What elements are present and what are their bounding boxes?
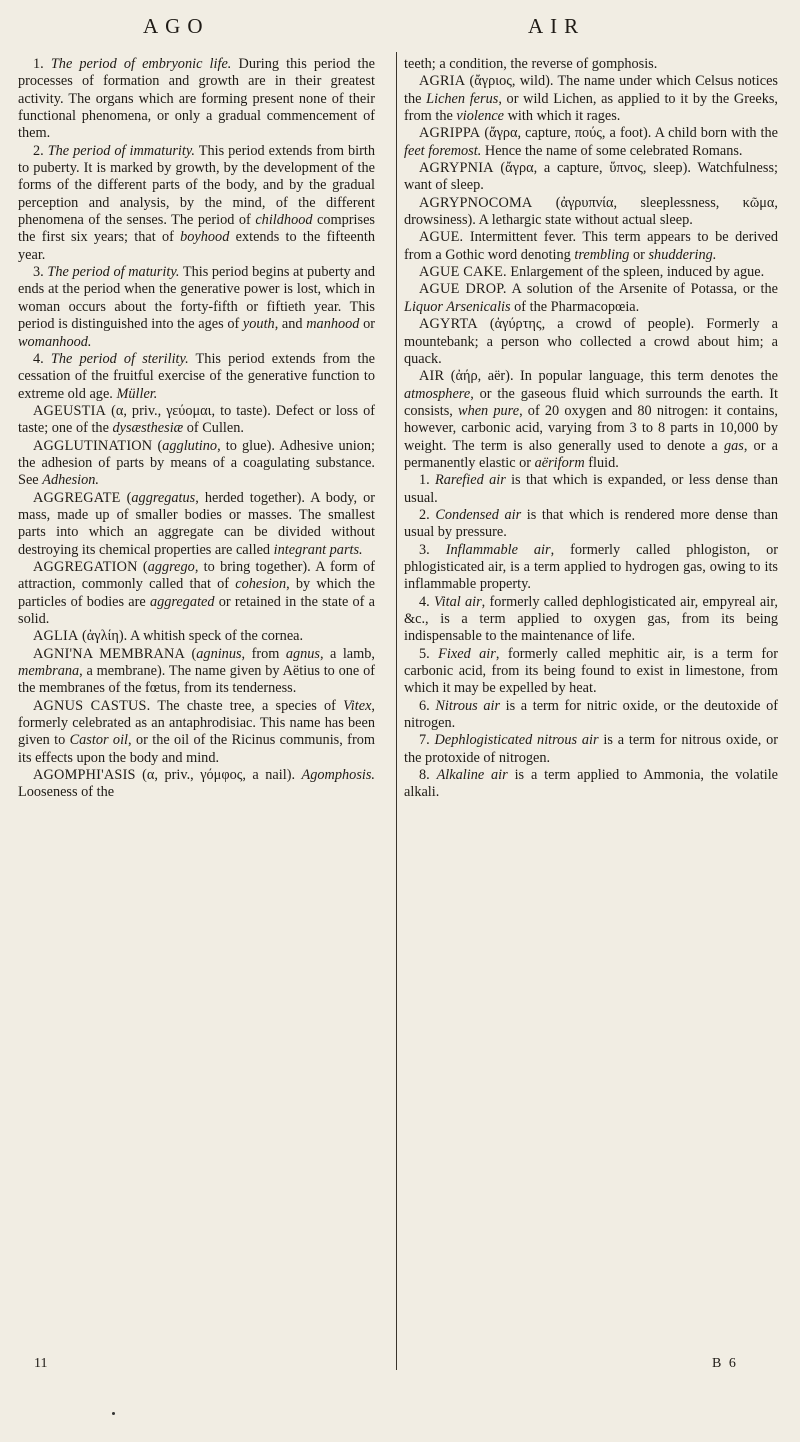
dictionary-entry <box>404 698 778 733</box>
entry-text: (ἄγρα, capture, πούς, a foot). A child born with the <box>480 125 778 142</box>
entry-text: , of 20 oxygen and 80 nitrogen: it contains, however, carbonic acid, varying from 3 to 8 parts in 10,000 by weight. The term is also generally used to denote a <box>404 402 778 454</box>
entry-text: , formerly called phlogiston, or phlogisticated air, is a term applied to hydrogen gas, owing to its inflammable property. <box>404 541 779 593</box>
italic-text: dysæsthesiæ <box>112 420 184 437</box>
italic-text: gas <box>723 437 744 454</box>
page-number: 11 <box>34 1356 48 1371</box>
italic-text: when pure <box>458 402 520 419</box>
dictionary-entry <box>18 143 375 264</box>
italic-text: membrana <box>18 663 80 680</box>
dictionary-entry <box>404 125 778 160</box>
entry-text: , and <box>274 316 307 333</box>
entry-text: Looseness of the <box>18 784 115 801</box>
italic-text: Rarefied air <box>435 472 506 489</box>
entry-text: , or wild Lichen, as applied to it by the Greeks, from the <box>404 90 778 125</box>
entry-text: ( <box>185 645 197 662</box>
italic-text: youth <box>242 316 275 333</box>
entry-text: extends to the fifteenth year. <box>18 229 375 263</box>
italic-text: atmosphere <box>404 385 471 402</box>
dictionary-entry <box>18 490 375 559</box>
entry-text: 5. <box>419 645 439 662</box>
italic-text: The period of sterility. <box>50 350 189 367</box>
entry-text: 1. <box>33 56 51 72</box>
headword: AGYRTA <box>419 316 478 333</box>
headword: AGGLUTINATION <box>33 437 153 454</box>
dictionary-entry <box>18 559 375 628</box>
entry-text: is a term for nitric oxide, or the deutoxide of nitrogen. <box>404 697 779 732</box>
entry-text: (ἀγλίη). A whitish speck of the cornea. <box>78 628 304 645</box>
header-left-guideword: AGO <box>143 14 210 38</box>
entry-text: This period extends from birth to puberty. It is marked by growth, by the development of the forms of the different parts of the body, and by the gradual perception and analysis, by the mind, of the different phenomena of the senses. The period of <box>18 142 375 229</box>
italic-text: childhood <box>255 212 313 229</box>
italic-text: Condensed air <box>435 506 522 523</box>
headword: AGRIPPA <box>419 125 481 142</box>
dictionary-entry <box>18 403 375 438</box>
entry-text: 2. <box>33 142 48 159</box>
italic-text: The period of immaturity. <box>47 142 196 159</box>
left-column <box>18 56 375 802</box>
dictionary-entry <box>404 542 778 594</box>
entry-text: Hence the name of some celebrated Romans. <box>481 142 743 159</box>
entry-text: ( <box>120 489 132 506</box>
headword: AGLIA <box>33 628 79 645</box>
dictionary-entry <box>18 438 375 490</box>
entry-text: or <box>359 316 376 333</box>
italic-text: integrant parts. <box>273 541 363 558</box>
entry-text: , or the oil of the Ricinus communis, from its effects upon the body and mind. <box>18 732 375 766</box>
dictionary-entry <box>404 767 778 802</box>
dictionary-entry <box>404 316 778 368</box>
italic-text: Nitrous air <box>435 697 501 714</box>
dictionary-entry <box>18 351 375 403</box>
dictionary-entry <box>18 264 375 351</box>
entry-text: (ἀήρ, aër). In popular language, this term denotes the <box>444 368 778 385</box>
entry-text: The chaste tree, a species of <box>150 697 344 714</box>
entry-text: , formerly celebrated as an antaphrodisiac. This name has been given to <box>18 697 375 749</box>
italic-text: The period of maturity. <box>47 264 180 281</box>
dictionary-entry <box>404 472 778 507</box>
entry-text: of the Pharmacopœia. <box>510 298 640 315</box>
entry-text: , a lamb, <box>320 645 375 662</box>
headword: AGOMPHI'ASIS <box>33 767 136 784</box>
entry-text: , or the gaseous fluid which surrounds the earth. It consists, <box>404 385 778 419</box>
page-footer <box>0 1356 800 1376</box>
entry-text: 3. <box>33 264 48 281</box>
entry-text: is a term applied to Ammonia, the volatile alkali. <box>404 767 779 801</box>
headword: AGNI'NA MEMBRANA <box>33 645 186 662</box>
dictionary-entry <box>404 732 778 767</box>
dictionary-entry <box>404 264 778 281</box>
entry-text: , to bring together). A form of attraction, commonly called that of <box>18 558 375 593</box>
italic-text: Alkaline air <box>436 767 508 784</box>
entry-text: , to glue). Adhesive union; the adhesion of parts by means of a coagulating substance. See <box>18 437 375 489</box>
entry-text: 1. <box>419 472 436 489</box>
entry-text: (ἀγύρτης, a crowd of people). Formerly a mountebank; a person who collected a crowd about him; a quack. <box>404 316 778 367</box>
dictionary-entry <box>404 160 778 195</box>
italic-text: agnus <box>285 645 320 662</box>
italic-text: aggregatus <box>131 489 196 506</box>
italic-text: boyhood <box>180 229 230 246</box>
headword: AGEUSTIA <box>33 402 107 419</box>
headword: AGGREGATION <box>33 558 138 575</box>
dictionary-entry <box>404 507 778 542</box>
entry-text: (α, priv., γόμφος, a nail). <box>135 767 302 784</box>
entry-text: 2. <box>419 506 436 523</box>
right-column <box>404 56 778 802</box>
entry-text: (ἄγρα, a capture, ὕπνος, sleep). Watchfulness; want of sleep. <box>404 160 778 194</box>
entry-text: of Cullen. <box>183 420 244 437</box>
entry-text: (α, priv., γεύομαι, to taste). Defect or loss of taste; one of the <box>18 402 375 437</box>
headword: AGNUS CASTUS. <box>33 697 151 714</box>
entry-text: Intermittent fever. This term appears to be derived from a Gothic word denoting <box>404 229 778 263</box>
italic-text: agninus <box>196 645 242 662</box>
italic-text: manhood <box>306 316 360 333</box>
entry-text: is that which is rendered more dense than usual by pressure. <box>404 506 778 541</box>
italic-text: shuddering. <box>648 246 717 263</box>
dictionary-entry <box>404 56 778 73</box>
entry-text: or <box>629 246 649 263</box>
italic-text: violence <box>456 108 505 125</box>
dictionary-entry <box>404 73 778 125</box>
italic-text: Vital air <box>433 593 482 610</box>
italic-text: aëriform <box>534 454 585 471</box>
entry-text: A solution of the Arsenite of Potassa, or the <box>506 281 778 298</box>
italic-text: Agomphosis. <box>301 767 375 784</box>
italic-text: The period of embryonic life. <box>50 56 232 72</box>
dictionary-entry <box>18 767 375 802</box>
italic-text: Fixed air <box>438 645 496 662</box>
entry-text: is a term for nitrous oxide, or the protoxide of nitrogen. <box>404 732 779 766</box>
italic-text: womanhood. <box>18 333 92 350</box>
italic-text: Adhesion. <box>42 472 100 489</box>
entry-text: with which it rages. <box>504 108 621 125</box>
italic-text: Liquor Arsenicalis <box>404 298 511 315</box>
entry-text: 4. <box>419 593 434 610</box>
entry-text: This period extends from the cessation of the fruitful exercise of the generative function to extreme old age. <box>18 350 376 402</box>
entry-text: ( <box>152 437 163 454</box>
ink-speck <box>112 1412 115 1415</box>
entry-text: 3. <box>419 541 446 558</box>
italic-text: Müller. <box>116 385 158 402</box>
dictionary-entry <box>18 56 375 143</box>
entry-text: (ἀγρυπνία, sleeplessness, κῶμα, drowsiness). A lethargic state without actual sleep. <box>404 194 778 229</box>
italic-text: aggregated <box>149 593 215 610</box>
headword: AGRYPNIA <box>419 160 494 177</box>
italic-text: feet foremost. <box>404 142 482 159</box>
entry-text: 4. <box>33 350 51 367</box>
entry-text: , by which the particles of bodies are <box>18 576 376 610</box>
dictionary-entry <box>404 229 778 264</box>
dictionary-entry <box>18 646 375 698</box>
header-right-guideword: AIR <box>528 14 586 38</box>
headword: AGGREGATE <box>33 489 121 506</box>
dictionary-entry <box>18 628 375 645</box>
entry-text: , a membrane). The name given by Aëtius to one of the membranes of the fœtus, from its tenderness. <box>18 663 375 697</box>
headword: AGRYPNOCOMA <box>419 194 533 211</box>
headword: AGUE. <box>419 229 464 246</box>
entry-text: teeth; a condition, the reverse of gomphosis. <box>404 56 658 72</box>
entry-text: , or a permanently elastic or <box>404 437 778 471</box>
signature-mark: B 6 <box>712 1356 738 1371</box>
entry-text: is that which is expanded, or less dense than usual. <box>404 472 778 506</box>
entry-text: During this period the processes of formation and growth are in their greatest activity. The organs which are forming present none of their functional phenomena, or only a gradual commencement of them. <box>18 56 376 142</box>
italic-text: Vitex <box>343 697 372 714</box>
entry-text: This period begins at puberty and ends at the period when the generative power is lost, which in woman occurs about the forty-fifth or fiftieth year. This period is distinguished into the ages of <box>18 264 375 333</box>
entry-text: 7. <box>419 732 435 749</box>
italic-text: aggrego <box>147 558 195 575</box>
entry-text: , from <box>241 645 286 662</box>
headword: AIR <box>419 368 445 385</box>
column-divider <box>396 52 397 1370</box>
dictionary-entry <box>404 646 778 698</box>
entry-text: fluid. <box>584 454 619 471</box>
entry-text: , herded together). A body, or mass, made up of smaller bodies or masses. The smallest parts into which an aggregate can be divided without destroying its chemical properties are called <box>18 489 375 558</box>
dictionary-entry <box>404 594 778 646</box>
dictionary-entry <box>404 195 778 230</box>
italic-text: trembling <box>574 246 630 263</box>
entry-text: comprises the first six years; that of <box>18 212 375 246</box>
headword: AGUE DROP. <box>419 281 507 298</box>
entry-text: (ἄγριος, wild). The name under which Celsus notices the <box>404 73 778 107</box>
italic-text: Inflammable air <box>445 541 551 558</box>
dictionary-entry <box>18 698 375 767</box>
entry-text: , formerly called mephitic air, is a term for carbonic acid, from its being found to exist in limestone, from which it may be expelled by heat. <box>404 645 778 697</box>
entry-text: Enlargement of the spleen, induced by ague. <box>506 264 765 281</box>
italic-text: Castor oil <box>69 732 129 749</box>
italic-text: cohesion <box>235 576 287 593</box>
headword: AGRIA <box>419 73 466 90</box>
italic-text: Lichen ferus <box>426 90 499 107</box>
italic-text: Dephlogisticated nitrous air <box>434 732 599 749</box>
entry-text: 6. <box>419 697 436 714</box>
entry-text: or retained in the state of a solid. <box>18 593 375 627</box>
headword: AGUE CAKE. <box>419 264 507 281</box>
italic-text: agglutino <box>162 437 218 454</box>
dictionary-entry <box>404 281 778 316</box>
dictionary-entry <box>404 368 778 472</box>
running-header <box>0 14 800 44</box>
entry-text: 8. <box>419 767 437 784</box>
entry-text: , formerly called dephlogisticated air, empyreal air, &c., is a term applied to oxygen gas, from its being indispensable to the maintenance of life. <box>404 593 778 645</box>
entry-text: ( <box>137 558 148 575</box>
